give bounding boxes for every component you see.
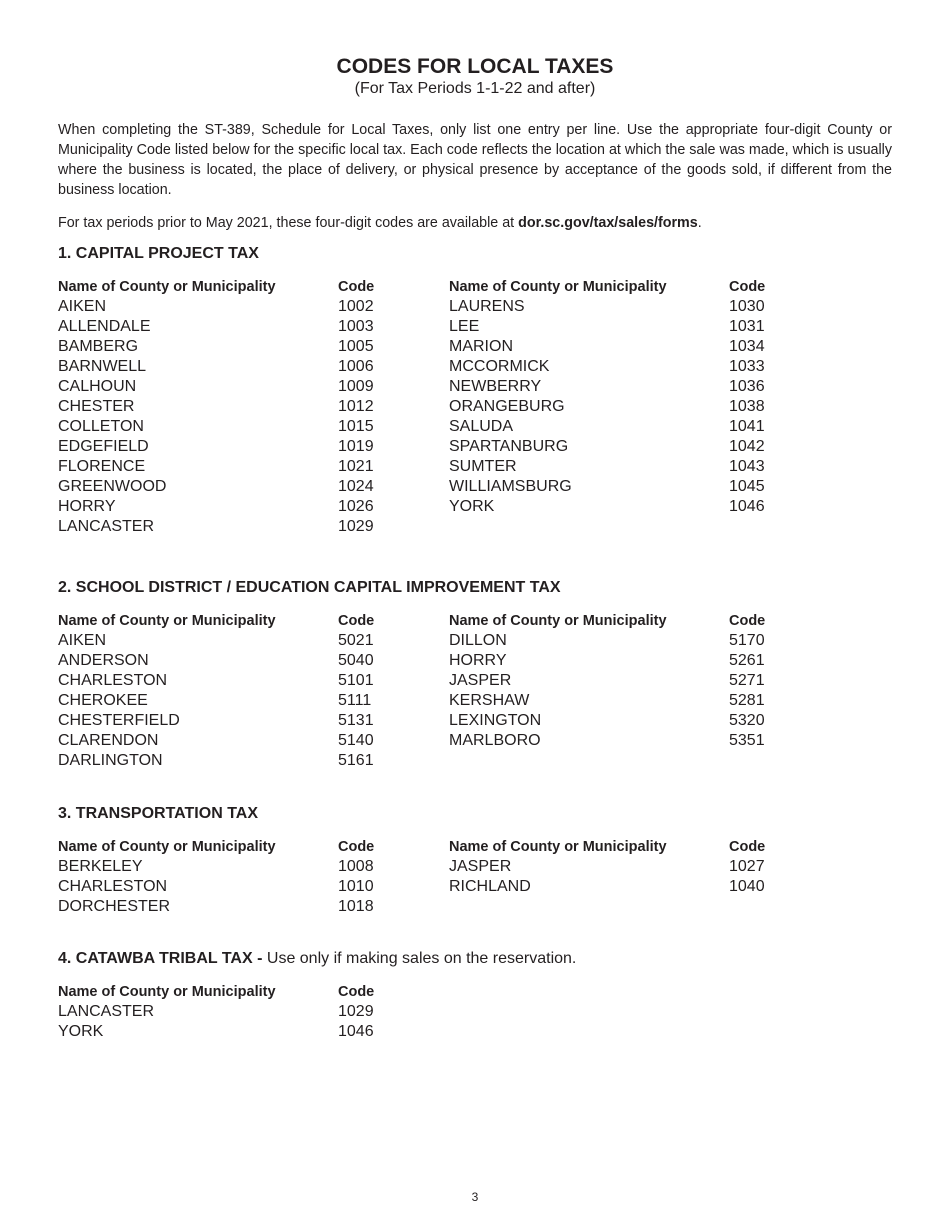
county-code: 1036 — [729, 378, 765, 395]
table-header-row — [58, 982, 398, 1002]
code-column-left — [58, 837, 398, 917]
county-name: SALUDA — [449, 418, 514, 435]
county-name: GREENWOOD — [58, 478, 167, 495]
county-name: CHEROKEE — [58, 692, 148, 709]
county-code: 1006 — [338, 358, 374, 375]
table-row — [449, 317, 789, 337]
table-row — [58, 877, 398, 897]
county-code: 1043 — [729, 458, 765, 475]
table-row — [449, 631, 789, 651]
county-name: MCCORMICK — [449, 358, 550, 375]
table-row — [449, 857, 789, 877]
county-code: 1042 — [729, 438, 765, 455]
county-code: 5161 — [338, 752, 374, 769]
county-name: LEXINGTON — [449, 712, 542, 729]
table-row — [58, 1002, 398, 1022]
county-name: DORCHESTER — [58, 898, 171, 915]
column-header-name: Name of County or Municipality — [58, 839, 276, 855]
table-row — [58, 731, 398, 751]
code-column-left — [58, 982, 398, 1042]
code-column-right — [449, 611, 789, 751]
table-row — [449, 437, 789, 457]
county-name: JASPER — [449, 858, 512, 875]
section-heading-text: 2. SCHOOL DISTRICT / EDUCATION CAPITAL IMPROVEMENT TAX — [58, 579, 561, 596]
county-code: 1034 — [729, 338, 765, 355]
table-row — [58, 397, 398, 417]
column-header-code: Code — [729, 279, 766, 295]
county-name: HORRY — [58, 498, 116, 515]
county-code: 1003 — [338, 318, 374, 335]
county-name: JASPER — [449, 672, 512, 689]
county-name: AIKEN — [58, 632, 107, 649]
table-row — [449, 417, 789, 437]
table-row — [58, 357, 398, 377]
column-header-code: Code — [338, 279, 375, 295]
county-code: 1040 — [729, 878, 765, 895]
column-header-name: Name of County or Municipality — [449, 279, 667, 295]
table-row — [449, 477, 789, 497]
code-column-left — [58, 277, 398, 537]
table-row — [58, 651, 398, 671]
page-title: CODES FOR LOCAL TAXES — [336, 55, 614, 78]
tax-section-2 — [58, 578, 938, 769]
county-name: COLLETON — [58, 418, 144, 435]
county-name: CLARENDON — [58, 732, 159, 749]
county-code: 1041 — [729, 418, 765, 435]
county-code: 1018 — [338, 898, 374, 915]
county-name: CHESTERFIELD — [58, 712, 180, 729]
county-code: 1009 — [338, 378, 374, 395]
county-code: 1045 — [729, 478, 765, 495]
section-note: Use only if making sales on the reservation. — [262, 950, 577, 967]
table-row — [449, 711, 789, 731]
county-code: 5281 — [729, 692, 765, 709]
table-row — [58, 417, 398, 437]
table-row — [449, 377, 789, 397]
county-code: 5170 — [729, 632, 765, 649]
table-row — [449, 671, 789, 691]
forms-link[interactable]: dor.sc.gov/tax/sales/forms — [518, 215, 698, 231]
county-name: AIKEN — [58, 298, 107, 315]
county-code: 1008 — [338, 858, 374, 875]
table-row — [58, 297, 398, 317]
county-name: MARION — [449, 338, 513, 355]
column-header-name: Name of County or Municipality — [449, 839, 667, 855]
county-code: 1021 — [338, 458, 374, 475]
county-code: 1002 — [338, 298, 374, 315]
county-code: 1027 — [729, 858, 765, 875]
intro-paragraph: When completing the ST-389, Schedule for Local Taxes, only list one entry per line. Use the appropriate four-digit County or Municipality Code listed below for the specific local tax. Each code reflects the location at which the sale was made, which is usually where the business is located, the place of delivery, or physical presence by acceptance of the goods sold, if different from the business location. — [58, 122, 892, 198]
county-code: 5040 — [338, 652, 374, 669]
column-header-name: Name of County or Municipality — [449, 613, 667, 629]
county-code: 1046 — [338, 1023, 374, 1040]
county-code: 5140 — [338, 732, 374, 749]
county-name: ANDERSON — [58, 652, 149, 669]
county-name: KERSHAW — [449, 692, 530, 709]
prior-periods-note — [58, 213, 892, 233]
county-name: FLORENCE — [58, 458, 146, 475]
table-row — [58, 377, 398, 397]
column-header-name: Name of County or Municipality — [58, 984, 276, 1000]
county-name: MARLBORO — [449, 732, 541, 749]
table-row — [58, 1022, 398, 1042]
table-row — [58, 897, 398, 917]
county-code: 1030 — [729, 298, 765, 315]
section-heading — [58, 949, 938, 969]
table-row — [58, 857, 398, 877]
table-row — [449, 877, 789, 897]
page-subtitle: (For Tax Periods 1-1-22 and after) — [354, 80, 596, 97]
table-row — [449, 497, 789, 517]
section-heading-text: 3. TRANSPORTATION TAX — [58, 805, 258, 822]
column-header-name: Name of County or Municipality — [58, 613, 276, 629]
table-row — [58, 437, 398, 457]
table-row — [58, 317, 398, 337]
county-code: 5101 — [338, 672, 374, 689]
county-code: 1029 — [338, 518, 374, 535]
table-row — [449, 357, 789, 377]
county-code: 1012 — [338, 398, 374, 415]
section-heading — [58, 804, 938, 824]
county-name: BAMBERG — [58, 338, 139, 355]
table-row — [58, 337, 398, 357]
county-name: LANCASTER — [58, 1003, 155, 1020]
section-heading-text: 4. CATAWBA TRIBAL TAX - — [58, 950, 263, 967]
county-code: 5320 — [729, 712, 765, 729]
county-code: 5351 — [729, 732, 765, 749]
county-code: 1031 — [729, 318, 765, 335]
county-name: LANCASTER — [58, 518, 155, 535]
county-name: CHARLESTON — [58, 672, 168, 689]
county-code: 5271 — [729, 672, 765, 689]
table-header-row — [449, 277, 789, 297]
section-heading — [58, 578, 938, 598]
county-code: 1033 — [729, 358, 765, 375]
column-header-code: Code — [338, 984, 375, 1000]
county-name: WILLIAMSBURG — [449, 478, 572, 495]
county-name: SUMTER — [449, 458, 517, 475]
table-header-row — [58, 611, 398, 631]
county-name: ALLENDALE — [58, 318, 151, 335]
county-name: YORK — [58, 1023, 104, 1040]
table-row — [449, 337, 789, 357]
county-name: CHARLESTON — [58, 878, 168, 895]
page-number: 3 — [471, 1190, 479, 1204]
column-header-code: Code — [729, 613, 766, 629]
column-header-code: Code — [338, 613, 375, 629]
table-header-row — [58, 837, 398, 857]
table-row — [58, 711, 398, 731]
table-row — [58, 457, 398, 477]
county-code: 1046 — [729, 498, 765, 515]
county-code: 1015 — [338, 418, 374, 435]
county-code: 5131 — [338, 712, 374, 729]
county-code: 1026 — [338, 498, 374, 515]
tax-section-3 — [58, 804, 938, 915]
code-column-right — [449, 277, 789, 517]
table-row — [449, 691, 789, 711]
county-name: ORANGEBURG — [449, 398, 565, 415]
county-code: 1038 — [729, 398, 765, 415]
table-row — [58, 631, 398, 651]
table-row — [449, 457, 789, 477]
county-name: CALHOUN — [58, 378, 137, 395]
tax-section-1 — [58, 244, 938, 535]
column-header-name: Name of County or Municipality — [58, 279, 276, 295]
tax-section-4 — [58, 949, 938, 1040]
county-code: 1005 — [338, 338, 374, 355]
county-code: 5021 — [338, 632, 374, 649]
county-name: HORRY — [449, 652, 507, 669]
county-name: BARNWELL — [58, 358, 147, 375]
table-row — [58, 517, 398, 537]
county-code: 1029 — [338, 1003, 374, 1020]
county-name: DILLON — [449, 632, 507, 649]
county-name: NEWBERRY — [449, 378, 542, 395]
county-name: LAURENS — [449, 298, 525, 315]
table-header-row — [449, 611, 789, 631]
prior-periods-end: . — [697, 215, 702, 231]
table-row — [58, 671, 398, 691]
table-row — [449, 397, 789, 417]
county-name: LEE — [449, 318, 480, 335]
county-code: 5261 — [729, 652, 765, 669]
table-header-row — [58, 277, 398, 297]
code-column-left — [58, 611, 398, 771]
county-name: RICHLAND — [449, 878, 531, 895]
table-row — [58, 751, 398, 771]
section-heading — [58, 244, 938, 264]
county-code: 1019 — [338, 438, 374, 455]
table-header-row — [449, 837, 789, 857]
table-row — [58, 477, 398, 497]
county-code: 1010 — [338, 878, 374, 895]
table-row — [449, 297, 789, 317]
county-name: DARLINGTON — [58, 752, 163, 769]
table-row — [58, 497, 398, 517]
code-column-right — [449, 837, 789, 897]
county-code: 5111 — [338, 692, 372, 709]
county-name: EDGEFIELD — [58, 438, 149, 455]
column-header-code: Code — [338, 839, 375, 855]
county-name: YORK — [449, 498, 495, 515]
prior-periods-text: For tax periods prior to May 2021, these four-digit codes are available at — [58, 215, 519, 231]
county-code: 1024 — [338, 478, 374, 495]
table-row — [449, 651, 789, 671]
column-header-code: Code — [729, 839, 766, 855]
county-name: SPARTANBURG — [449, 438, 569, 455]
section-heading-text: 1. CAPITAL PROJECT TAX — [58, 245, 259, 262]
table-row — [449, 731, 789, 751]
county-name: CHESTER — [58, 398, 135, 415]
table-row — [58, 691, 398, 711]
county-name: BERKELEY — [58, 858, 143, 875]
